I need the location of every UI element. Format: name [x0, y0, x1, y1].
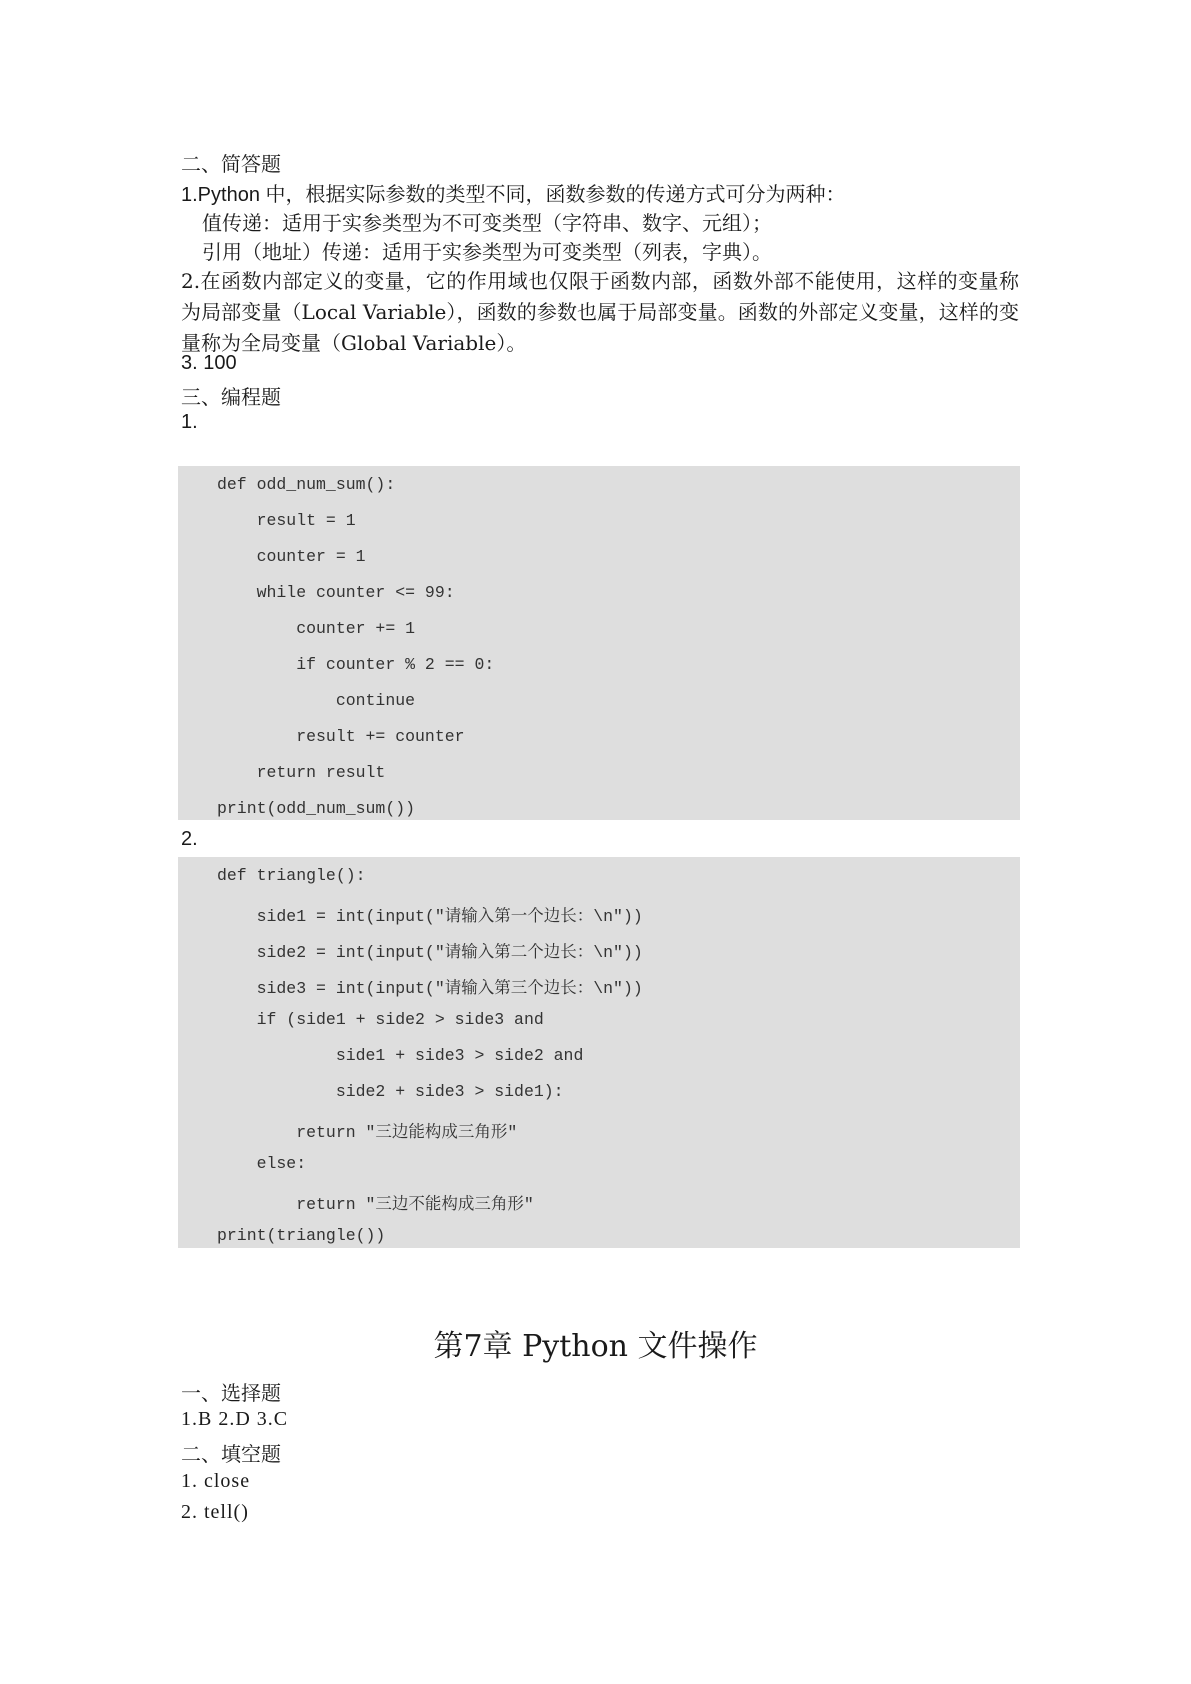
code-line: print(odd_num_sum())	[217, 799, 416, 818]
short-answer-2-paragraph: 2.在函数内部定义的变量，它的作用域也仅限于函数内部，函数外部不能使用，这样的变量称为局部变量（Local Variable），函数的参数也属于局部变量。函数的外部定义变量，这样的变量称为全局变量（Global Variable）。	[181, 269, 1019, 355]
code-line: side2 = int(input("请输入第二个边长：\n"))	[217, 943, 643, 962]
code-line: continue	[217, 691, 416, 710]
code-line: print(triangle())	[217, 1226, 386, 1245]
code-line: side2 + side3 > side1):	[217, 1082, 564, 1101]
code-line: else:	[217, 1154, 307, 1173]
code-line: side1 + side3 > side2 and	[217, 1046, 584, 1065]
program-1-label: 1.	[181, 411, 198, 433]
code-line: result += counter	[217, 727, 465, 746]
program-2-code-block	[178, 857, 1020, 1248]
short-answer-1-intro: 1.Python 中，根据实际参数的类型不同，函数参数的传递方式可分为两种：	[181, 184, 846, 206]
program-2-label: 2.	[181, 828, 198, 850]
short-answer-3: 3. 100	[181, 352, 237, 374]
code-line: return "三边能构成三角形"	[217, 1123, 518, 1142]
section-heading-choice: 一、选择题	[181, 1381, 281, 1405]
short-answer-1-reference-passing: 引用（地址）传递：适用于实参类型为可变类型（列表，字典）。	[202, 240, 772, 264]
code-line: side1 = int(input("请输入第一个边长：\n"))	[217, 907, 643, 926]
code-line: while counter <= 99:	[217, 583, 455, 602]
code-line: def triangle():	[217, 866, 366, 885]
section-heading-programming: 三、编程题	[181, 385, 281, 409]
section-heading-fill-in: 二、填空题	[181, 1442, 281, 1466]
choice-answers: 1.B 2.D 3.C	[181, 1408, 289, 1430]
fill-in-answer-1: 1. close	[181, 1470, 251, 1492]
program-1-code-block	[178, 466, 1020, 820]
code-line: side3 = int(input("请输入第三个边长：\n"))	[217, 979, 643, 998]
code-line: counter = 1	[217, 547, 366, 566]
code-line: result = 1	[217, 511, 356, 530]
code-line: return "三边不能构成三角形"	[217, 1195, 534, 1214]
section-heading-short-answer: 二、简答题	[181, 152, 281, 176]
short-answer-1-value-passing: 值传递：适用于实参类型为不可变类型（字符串、数字、元组）；	[202, 211, 772, 235]
code-line: return result	[217, 763, 386, 782]
code-line: if (side1 + side2 > side3 and	[217, 1010, 544, 1029]
fill-in-answer-2: 2. tell()	[181, 1501, 249, 1523]
code-line: if counter % 2 == 0:	[217, 655, 495, 674]
chapter-title: 第7章 Python 文件操作	[433, 1329, 758, 1364]
code-line: counter += 1	[217, 619, 416, 638]
code-line: def odd_num_sum():	[217, 475, 396, 494]
